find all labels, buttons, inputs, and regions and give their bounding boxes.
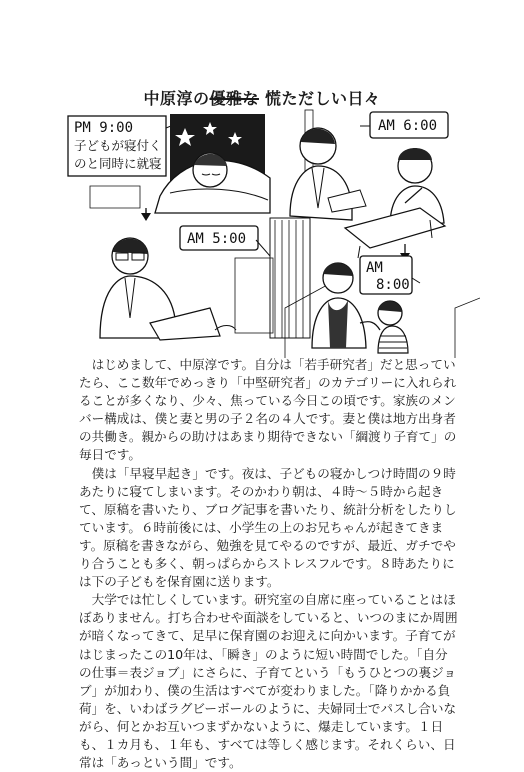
panel4-time-line2: 8:00 xyxy=(376,277,410,293)
title-prefix: 中原淳の xyxy=(143,89,210,108)
panel4-time-line1: AM xyxy=(366,260,383,276)
page-title xyxy=(0,86,524,109)
panel1-time: PM 9:00 xyxy=(74,120,134,136)
panel3-time: AM 5:00 xyxy=(187,231,247,247)
panel-morning-study xyxy=(290,110,448,258)
illustration xyxy=(60,108,480,358)
panel1-caption-line1: 子どもが寝付く xyxy=(74,138,162,153)
paragraph-university: 大学では忙しくしています。研究室の自席に座っていることはほぼありません。打ち合わせや面談をしていると、いつのまにか周囲が暗くなってきて、足早に保育園のお迎えに向かいます。子育てがはじまったこの10年は、「瞬き」のように短い時間でした。「自分の仕事＝表ジョブ」にさらに、子育てという「もうひとつの裏ジョブ」が加わり、僕の生活はすべてが変わりました。「降りかかる負荷」を、いわばラグビーボールのように、夫婦同士でパスし合いながら、何とかお互いつまずかないように、爆走しています。１日も、１カ月も、１年も、すべては等しく感じます。それくらい、日常は「あっという間」です。 xyxy=(79,592,458,771)
paragraph-intro: はじめまして、中原淳です。自分は「若手研究者」だと思っていたら、ここ数年でめっきり「中堅研究者」のカテゴリーに入れられることが多くなり、少々、焦っている今日この頃です。家族のメンバー構成は、僕と妻と男の子２名の４人です。妻と僕は地方出身者の共働き。親からの助けはあまり期待できない「綱渡り子育て」の毎日です。 xyxy=(79,357,457,463)
title-suffix: 慌ただしい日々 xyxy=(258,89,381,108)
panel-daycare xyxy=(285,256,480,358)
panel-night-sleep xyxy=(68,114,270,220)
paragraph-schedule: 僕は「早寝早起き」です。夜は、子どもの寝かしつけ時間の９時あたりに寝てしまいます。そのかわり朝は、４時〜５時から起きて、原稿を書いたり、ブログ記事を書いたり、統計分析をしたりしています。６時前後には、小学生の上のお兄ちゃんが起きてきます。原稿を書きながら、勉強を見てやるのですが、最近、ガチでやり合うことも多く、朝っぱらからストレスフルです。８時あたりには下の子どもを保育園に送ります。 xyxy=(79,465,457,590)
arrow-down-1 xyxy=(141,208,151,221)
article-body xyxy=(79,356,459,772)
title-struck-word: 優雅な xyxy=(209,89,259,108)
panel1-caption-line2: のと同時に就寝 xyxy=(74,156,162,171)
panel2-time: AM 6:00 xyxy=(378,118,438,134)
panel-early-work xyxy=(100,218,310,340)
